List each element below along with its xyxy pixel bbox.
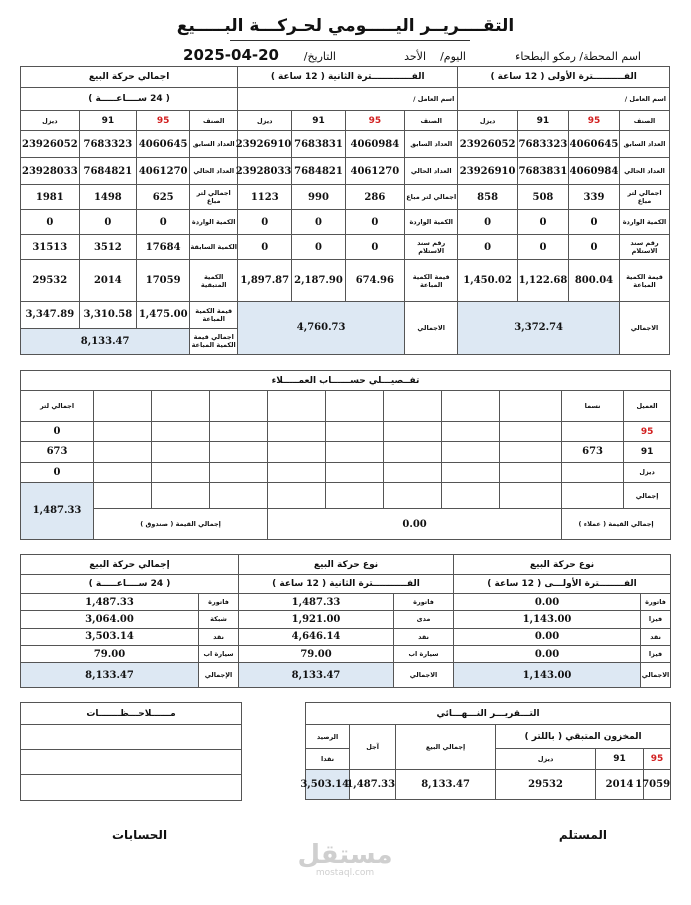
st1-total-value: 1,143.00 bbox=[454, 663, 641, 688]
client-cell bbox=[500, 391, 562, 422]
client-cell bbox=[152, 391, 210, 422]
row-sold-label: اجمالي لتر مباع bbox=[620, 185, 670, 210]
st1-r3-label: نقد bbox=[641, 628, 671, 645]
date-label: التاريخ/ bbox=[303, 50, 336, 63]
tot-curr-diesel: 23928033 bbox=[21, 158, 80, 185]
st1-r4-value: 0.00 bbox=[454, 646, 641, 663]
row-sold-label: اجمالي لتر مباع bbox=[190, 185, 238, 210]
row-curr-label: العداد الحالي bbox=[405, 158, 458, 185]
row-curr-label: العداد الحالي bbox=[620, 158, 670, 185]
stt-r1-label: فاتورة bbox=[199, 593, 239, 610]
st1-r4-label: فيزا bbox=[641, 646, 671, 663]
final-cash: 3,503.14 bbox=[306, 769, 350, 799]
tot-recv-95: 0 bbox=[137, 210, 190, 235]
tot-prevqty-diesel: 31513 bbox=[21, 235, 80, 260]
shift2-title: الفـــــــــــــترة الثانية ( 12 ساعة ) bbox=[238, 67, 458, 88]
day-label: اليوم/ bbox=[440, 50, 466, 63]
final-remaining-diesel: 29532 bbox=[496, 769, 596, 799]
stt-r3-value: 3,503.14 bbox=[21, 628, 199, 645]
grand-total-label: اجمالي قيمة الكمية المباعة bbox=[190, 328, 238, 354]
st-total-sub: ( 24 ســــاعـــــة ) bbox=[21, 575, 239, 593]
col-95: 95 bbox=[137, 110, 190, 131]
stt-r3-label: نقد bbox=[199, 628, 239, 645]
col-diesel: ديزل bbox=[238, 110, 292, 131]
shift1-total-value: 3,372.74 bbox=[458, 301, 620, 354]
col-95: 95 bbox=[568, 110, 619, 131]
credit-label: آجل bbox=[350, 725, 396, 769]
cust-91-total: 673 bbox=[21, 442, 94, 462]
sales-type-table bbox=[20, 554, 671, 688]
row-received-label: الكمية الواردة bbox=[190, 210, 238, 235]
col-diesel: ديزل bbox=[458, 110, 518, 131]
receiver-label: المستلم bbox=[558, 828, 607, 842]
station-label: اسم المحطة/ bbox=[579, 50, 641, 63]
st1-r1-label: فاتورة bbox=[641, 593, 671, 610]
stt-total-label: الإجمالي bbox=[199, 663, 239, 688]
col-item: الصنف bbox=[190, 110, 238, 131]
cust-91-client1: 673 bbox=[562, 442, 624, 462]
notes-title: مــــــلاحـــظـــــــات bbox=[21, 703, 242, 725]
tot-sold-95: 625 bbox=[137, 185, 190, 210]
s2-sold-95: 286 bbox=[345, 185, 405, 210]
sales-total-label: إجمالي البيع bbox=[396, 725, 496, 769]
s2-receipt-91: 0 bbox=[292, 235, 345, 260]
s2-sold-91: 990 bbox=[292, 185, 345, 210]
cust-diesel-client1 bbox=[562, 462, 624, 482]
cust-row-91: 91 bbox=[624, 442, 671, 462]
tot-value-91: 3,310.58 bbox=[79, 301, 136, 328]
st2-r4-value: 79.00 bbox=[239, 646, 394, 663]
s1-sold-diesel: 858 bbox=[458, 185, 518, 210]
shift2-worker-label: اسم العامل / bbox=[238, 87, 458, 110]
cust-95-total: 0 bbox=[21, 421, 94, 441]
row-receipt-label: رقم سند الاستلام bbox=[405, 235, 458, 260]
cust-row-diesel: ديزل bbox=[624, 462, 671, 482]
s1-value-91: 1,122.68 bbox=[517, 260, 568, 302]
row-curr-label: العداد الحالي bbox=[190, 158, 238, 185]
box-value: 1,487.33 bbox=[21, 482, 94, 539]
s2-receipt-diesel: 0 bbox=[238, 235, 292, 260]
total-hours: ( 24 ســــاعـــــة ) bbox=[21, 87, 238, 110]
clients-value-label: إجمالي القيمة ( عملاء ) bbox=[562, 509, 671, 540]
tot-recv-91: 0 bbox=[79, 210, 136, 235]
col-total-liters: اجمالي لتر bbox=[21, 391, 94, 422]
st1-r2-label: فيزا bbox=[641, 611, 671, 628]
shift1-title: الفــــــــــترة الأولى ( 12 ساعة ) bbox=[458, 67, 670, 88]
customers-title: تفــصيـــلي حســــــاب العمـــــلاء bbox=[21, 371, 671, 391]
st2-r2-value: 1,921.00 bbox=[239, 611, 394, 628]
tot-remaining-95: 17059 bbox=[137, 260, 190, 302]
st2-r3-label: نقد bbox=[394, 628, 454, 645]
shift1-worker-label: اسم العامل / bbox=[458, 87, 670, 110]
stt-r4-value: 79.00 bbox=[21, 646, 199, 663]
tot-prev-diesel: 23926052 bbox=[21, 131, 80, 158]
row-value-label: قيمة الكمية المباعة bbox=[405, 260, 458, 302]
title-underline bbox=[230, 40, 470, 41]
st2-total-value: 8,133.47 bbox=[239, 663, 394, 688]
s1-receipt-91: 0 bbox=[517, 235, 568, 260]
row-value-remaining-label: قيمة الكمية المباعة bbox=[190, 301, 238, 328]
client-cell bbox=[326, 391, 384, 422]
s2-value-91: 2,187.90 bbox=[292, 260, 345, 302]
row-received-label: الكمية الواردة bbox=[405, 210, 458, 235]
s1-recv-95: 0 bbox=[568, 210, 619, 235]
tot-prev-91: 7683323 bbox=[79, 131, 136, 158]
tot-remaining-diesel: 29532 bbox=[21, 260, 80, 302]
s2-sold-diesel: 1123 bbox=[238, 185, 292, 210]
st1-r1-value: 0.00 bbox=[454, 593, 641, 610]
client-cell bbox=[442, 391, 500, 422]
s2-curr-diesel: 23928033 bbox=[238, 158, 292, 185]
row-receipt-label: رقم سند الاستلام bbox=[620, 235, 670, 260]
notes-line bbox=[21, 725, 242, 750]
s2-prev-diesel: 23926910 bbox=[238, 131, 292, 158]
final-credit: 1,487.33 bbox=[350, 769, 396, 799]
row-sold-label: اجمالي لتر مباع bbox=[405, 185, 458, 210]
customers-table bbox=[20, 370, 671, 540]
station-name: رمكو البطحاء bbox=[515, 50, 576, 63]
s1-curr-diesel: 23926910 bbox=[458, 158, 518, 185]
day-value: الأحد bbox=[404, 50, 426, 63]
total-title: اجمالي حركة البيع bbox=[21, 67, 238, 88]
st1-r2-value: 1,143.00 bbox=[454, 611, 641, 628]
s1-value-95: 800.04 bbox=[568, 260, 619, 302]
s2-recv-91: 0 bbox=[292, 210, 345, 235]
watermark bbox=[290, 842, 400, 878]
client-cell bbox=[384, 391, 442, 422]
stt-r2-value: 3,064.00 bbox=[21, 611, 199, 628]
s1-value-diesel: 1,450.02 bbox=[458, 260, 518, 302]
s2-curr-95: 4061270 bbox=[345, 158, 405, 185]
client-cell bbox=[94, 391, 152, 422]
st-shift1-title: نوع حركة البيع bbox=[454, 555, 671, 575]
s2-receipt-95: 0 bbox=[345, 235, 405, 260]
balance-label: الرصيد bbox=[306, 725, 350, 749]
stt-r1-value: 1,487.33 bbox=[21, 593, 199, 610]
final-remaining-95: 17059 bbox=[644, 769, 671, 799]
s1-sold-95: 339 bbox=[568, 185, 619, 210]
final-col-diesel: ديزل bbox=[496, 749, 596, 769]
notes-table bbox=[20, 702, 242, 801]
s1-receipt-diesel: 0 bbox=[458, 235, 518, 260]
s1-curr-95: 4060984 bbox=[568, 158, 619, 185]
stt-r4-label: سيارة اب bbox=[199, 646, 239, 663]
row-remaining-label: الكمية المتبقية bbox=[190, 260, 238, 302]
row-prev-qty-label: الكمية السابقة bbox=[190, 235, 238, 260]
grand-total-value: 8,133.47 bbox=[21, 328, 190, 354]
s2-prev-95: 4060984 bbox=[345, 131, 405, 158]
st-shift2-title: نوع حركة البيع bbox=[239, 555, 454, 575]
row-received-label: الكمية الواردة bbox=[620, 210, 670, 235]
client-1-name: نسما bbox=[562, 391, 624, 422]
client-cell bbox=[268, 391, 326, 422]
s1-prev-95: 4060645 bbox=[568, 131, 619, 158]
st1-total-label: الاجمالي bbox=[641, 663, 671, 688]
s1-curr-91: 7683831 bbox=[517, 158, 568, 185]
cust-row-total: إجمالي bbox=[624, 482, 671, 508]
shift2-total-label: الاجمالي bbox=[405, 301, 458, 354]
final-title: التـــقريـــر النـــهـــائي bbox=[306, 703, 671, 725]
s1-recv-91: 0 bbox=[517, 210, 568, 235]
row-prev-label: العداد السابق bbox=[620, 131, 670, 158]
date-value: 2025-04-20 bbox=[183, 46, 279, 64]
tot-sold-91: 1498 bbox=[79, 185, 136, 210]
st-shift2-sub: الفـــــــــــترة الثانية ( 12 ساعة ) bbox=[239, 575, 454, 593]
st-total-title: إجمالي حركة البيع bbox=[21, 555, 239, 575]
st2-r1-label: فاتورة bbox=[394, 593, 454, 610]
st1-r3-value: 0.00 bbox=[454, 628, 641, 645]
row-prev-label: العداد السابق bbox=[405, 131, 458, 158]
cust-95-client1 bbox=[562, 421, 624, 441]
notes-line bbox=[21, 775, 242, 801]
col-diesel: ديزل bbox=[21, 110, 80, 131]
final-remaining-91: 2014 bbox=[596, 769, 644, 799]
s1-receipt-95: 0 bbox=[568, 235, 619, 260]
tot-remaining-91: 2014 bbox=[79, 260, 136, 302]
stt-total-value: 8,133.47 bbox=[21, 663, 199, 688]
s2-recv-95: 0 bbox=[345, 210, 405, 235]
tot-prevqty-91: 3512 bbox=[79, 235, 136, 260]
tot-curr-91: 7684821 bbox=[79, 158, 136, 185]
s2-recv-diesel: 0 bbox=[238, 210, 292, 235]
col-item: الصنف bbox=[620, 110, 670, 131]
accounts-label: الحسابات bbox=[112, 828, 168, 842]
shift1-total-label: الاجمالي bbox=[620, 301, 670, 354]
s1-prev-91: 7683323 bbox=[517, 131, 568, 158]
cash-label: نقدا bbox=[306, 749, 350, 769]
st2-total-label: الاجمالي bbox=[394, 663, 454, 688]
tot-curr-95: 4061270 bbox=[137, 158, 190, 185]
watermark-logo: مستقل bbox=[297, 840, 393, 870]
st2-r3-value: 4,646.14 bbox=[239, 628, 394, 645]
st-shift1-sub: الفــــــــترة الأولـــى ( 12 ساعة ) bbox=[454, 575, 671, 593]
st2-r1-value: 1,487.33 bbox=[239, 593, 394, 610]
counters-table bbox=[20, 66, 670, 355]
col-95: 95 bbox=[345, 110, 405, 131]
client-cell bbox=[210, 391, 268, 422]
col-client: العميل bbox=[624, 391, 671, 422]
cust-row-95: 95 bbox=[624, 421, 671, 441]
report-title: التقــــريــر اليـــــومي لحـركـــة البـــــيع bbox=[176, 16, 515, 36]
tot-value-diesel: 3,347.89 bbox=[21, 301, 80, 328]
row-prev-label: العداد السابق bbox=[190, 131, 238, 158]
tot-recv-diesel: 0 bbox=[21, 210, 80, 235]
final-col-91: 91 bbox=[596, 749, 644, 769]
s1-sold-91: 508 bbox=[517, 185, 568, 210]
col-91: 91 bbox=[79, 110, 136, 131]
shift2-total-value: 4,760.73 bbox=[238, 301, 405, 354]
final-report-table bbox=[300, 702, 671, 800]
tot-prev-95: 4060645 bbox=[137, 131, 190, 158]
s2-value-95: 674.96 bbox=[345, 260, 405, 302]
s2-value-diesel: 1,897.87 bbox=[238, 260, 292, 302]
tot-prevqty-95: 17684 bbox=[137, 235, 190, 260]
cust-diesel-total: 0 bbox=[21, 462, 94, 482]
col-91: 91 bbox=[517, 110, 568, 131]
clients-value: 0.00 bbox=[268, 509, 562, 540]
col-item: الصنف bbox=[405, 110, 458, 131]
tot-value-95: 1,475.00 bbox=[137, 301, 190, 328]
s2-curr-91: 7684821 bbox=[292, 158, 345, 185]
tot-sold-diesel: 1981 bbox=[21, 185, 80, 210]
st2-r4-label: سيارة اب bbox=[394, 646, 454, 663]
final-col-95: 95 bbox=[644, 749, 671, 769]
notes-line bbox=[21, 750, 242, 775]
s1-recv-diesel: 0 bbox=[458, 210, 518, 235]
watermark-url: mostaql.com bbox=[315, 868, 375, 878]
s2-prev-91: 7683831 bbox=[292, 131, 345, 158]
remaining-label: المخزون المتبقي ( باللتر ) bbox=[496, 725, 671, 749]
s1-prev-diesel: 23926052 bbox=[458, 131, 518, 158]
stt-r2-label: شبكة bbox=[199, 611, 239, 628]
box-value-label: إجمالي القيمة ( صندوق ) bbox=[94, 509, 268, 540]
row-value-label: قيمة الكمية المباعة bbox=[620, 260, 670, 302]
col-91: 91 bbox=[292, 110, 345, 131]
st2-r2-label: مدى bbox=[394, 611, 454, 628]
final-sales-total: 8,133.47 bbox=[396, 769, 496, 799]
